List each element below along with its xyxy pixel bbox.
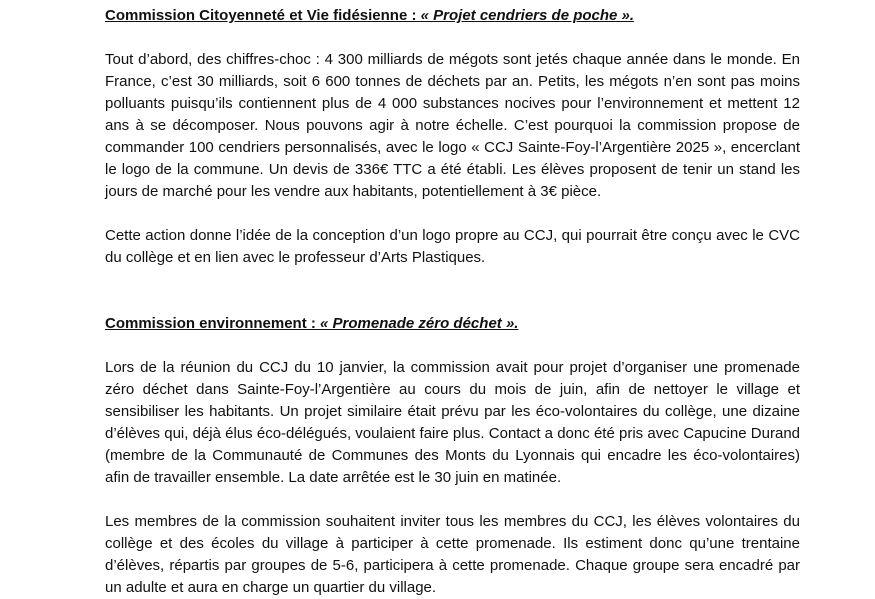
document-page: [105, 0, 800, 599]
section-title: [105, 313, 800, 335]
section-title-project: « Promenade zéro déchet ».: [320, 315, 519, 332]
paragraph: Tout d’abord, des chiffres-choc : 4 300 milliards de mégots sont jetés chaque année dans le monde. En France, c’est 30 milliards, soit 6 600 tonnes de déchets par an. Petits, les mégots n’en sont pas moins polluants puisqu’ils contiennent plus de 4 000 substances nocives pour l’environnement et mettent 12 ans à se décomposer. Nous pouvons agir à notre échelle. C’est pourquoi la commission propose de commander 100 cendriers personnalisés, avec le logo « CCJ Sainte-Foy-l’Argentière 2025 », encerclant le logo de la commune. Un devis de 336€ TTC a été établi. Les élèves proposent de tenir un stand les jours de marché pour les vendre aux habitants, potentiellement à 3€ pièce.: [105, 51, 800, 200]
section-title-project: « Projet cendriers de poche ».: [420, 7, 635, 24]
paragraph: Cette action donne l’idée de la conception d’un logo propre au CCJ, qui pourrait être conçu avec le CVC du collège et en lien avec le professeur d’Arts Plastiques.: [105, 227, 800, 266]
section-citoyennete: [105, 5, 800, 269]
paragraph: Lors de la réunion du CCJ du 10 janvier, la commission avait pour projet d’organiser une promenade zéro déchet dans Sainte-Foy-l’Argentière au cours du mois de juin, afin de nettoyer le village et sensibiliser les habitants. Un projet similaire était prévu par les éco-volontaires du collège, une dizaine d’élèves qui, déjà élus éco-délégués, voulaient faire plus. Contact a donc été pris avec Capucine Durand (membre de la Communauté de Communes des Monts du Lyonnais qui encadre les éco-volontaires) afin de travailler ensemble. La date arrêtée est le 30 juin en matinée.: [105, 359, 800, 486]
section-title-prefix: Commission environnement :: [105, 315, 321, 332]
section-environnement: [105, 313, 800, 599]
paragraph: Les membres de la commission souhaitent inviter tous les membres du CCJ, les élèves volontaires du collège et des écoles du village à participer à cette promenade. Ils estiment donc qu’une trentaine d’élèves, répartis par groupes de 5-6, participera à cette promenade. Chaque groupe sera encadré par un adulte et aura en charge un quartier du village.: [105, 513, 800, 596]
section-title: [105, 5, 800, 27]
section-title-prefix: Commission Citoyenneté et Vie fidésienne :: [105, 7, 421, 24]
